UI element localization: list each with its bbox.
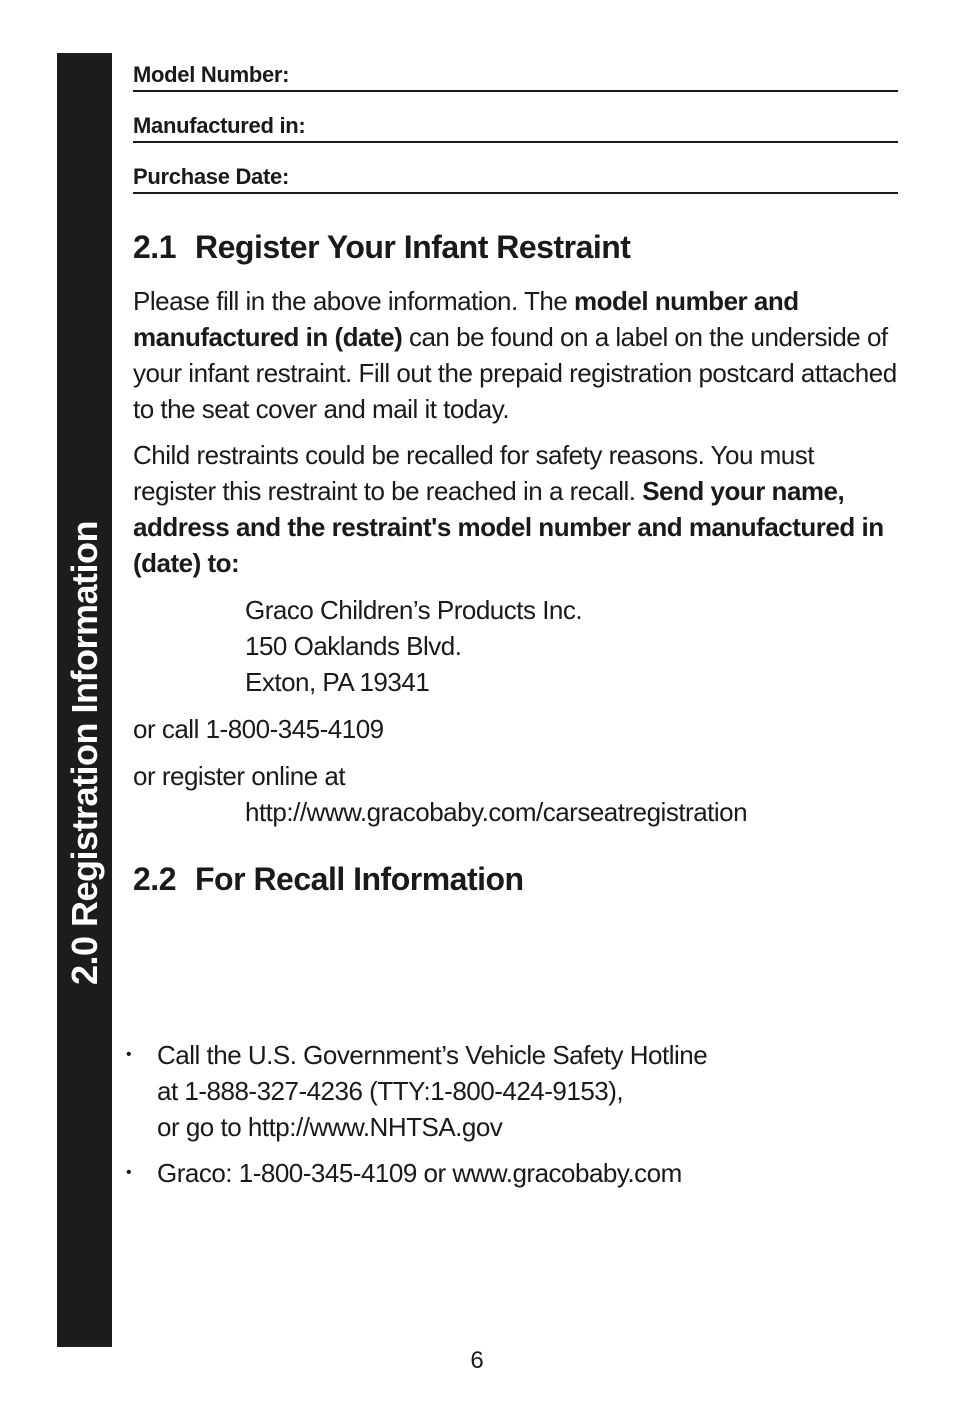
bullet-text — [157, 1037, 707, 1145]
instructions-text: Please fill in the above information. The — [133, 286, 575, 316]
recall-notice-bold-text: Send your name, address and the restraint's model number and manufactured in (date) to: — [133, 476, 884, 578]
section-2-1-body — [133, 283, 898, 427]
section-2-1-heading — [133, 227, 630, 267]
mailing-address — [133, 592, 898, 700]
recall-notice-text: Child restraints could be recalled for safety reasons. You must register this restraint to be reached in a recall. — [133, 440, 814, 506]
online-text: or register online at — [133, 761, 346, 791]
registration-instructions — [133, 283, 898, 427]
instructions-bold-text: model number and manufactured in (date) — [133, 286, 799, 352]
section-2-1-title: Register Your Infant Restraint — [195, 229, 631, 265]
model-number-label: Model Number: — [133, 62, 290, 87]
call-line: or call 1-800-345-4109 — [133, 714, 384, 744]
hotline-line-3: or go to http://www.NHTSA.gov — [157, 1112, 503, 1142]
purchase-date-label: Purchase Date: — [133, 164, 289, 189]
recall-notice-paragraph — [133, 437, 898, 581]
instructions-text-cont: can be found on a label on the underside of your infant restraint. Fill out the prepaid registration postcard attached to the seat cover and mail it today. — [133, 322, 897, 424]
model-number-field — [133, 60, 898, 92]
manufactured-in-label: Manufactured in: — [133, 113, 306, 138]
section-2-1-number: 2.1 — [133, 229, 176, 265]
hotline-line-2: at 1-888-327-4236 (TTY:1-800-424-9153), — [157, 1076, 624, 1106]
bullet-text — [157, 1155, 682, 1191]
recall-notice — [133, 437, 898, 581]
graco-contact-line: Graco: 1-800-345-4109 or www.gracobaby.com — [157, 1158, 682, 1188]
online-registration — [133, 758, 898, 830]
address-line-2: 150 Oaklands Blvd. — [245, 631, 462, 661]
address-line-3: Exton, PA 19341 — [245, 667, 430, 697]
manufactured-in-field — [133, 111, 898, 143]
side-tab-title: 2.0 Registration Information — [63, 520, 105, 986]
section-2-2-heading — [133, 859, 524, 899]
bullet-icon: • — [126, 1164, 132, 1181]
address-line-1: Graco Children’s Products Inc. — [245, 595, 583, 625]
section-2-2-title: For Recall Information — [195, 861, 524, 897]
registration-url[interactable]: http://www.gracobaby.com/carseatregistration — [245, 797, 748, 827]
list-item — [126, 1155, 896, 1191]
page-number: 6 — [470, 1347, 484, 1374]
list-item — [126, 1037, 896, 1145]
section-2-2-number: 2.2 — [133, 861, 176, 897]
purchase-date-field — [133, 162, 898, 194]
section-side-tab — [57, 53, 112, 1347]
hotline-line-1: Call the U.S. Government’s Vehicle Safety Hotline — [157, 1040, 708, 1070]
bullet-icon: • — [126, 1046, 132, 1063]
